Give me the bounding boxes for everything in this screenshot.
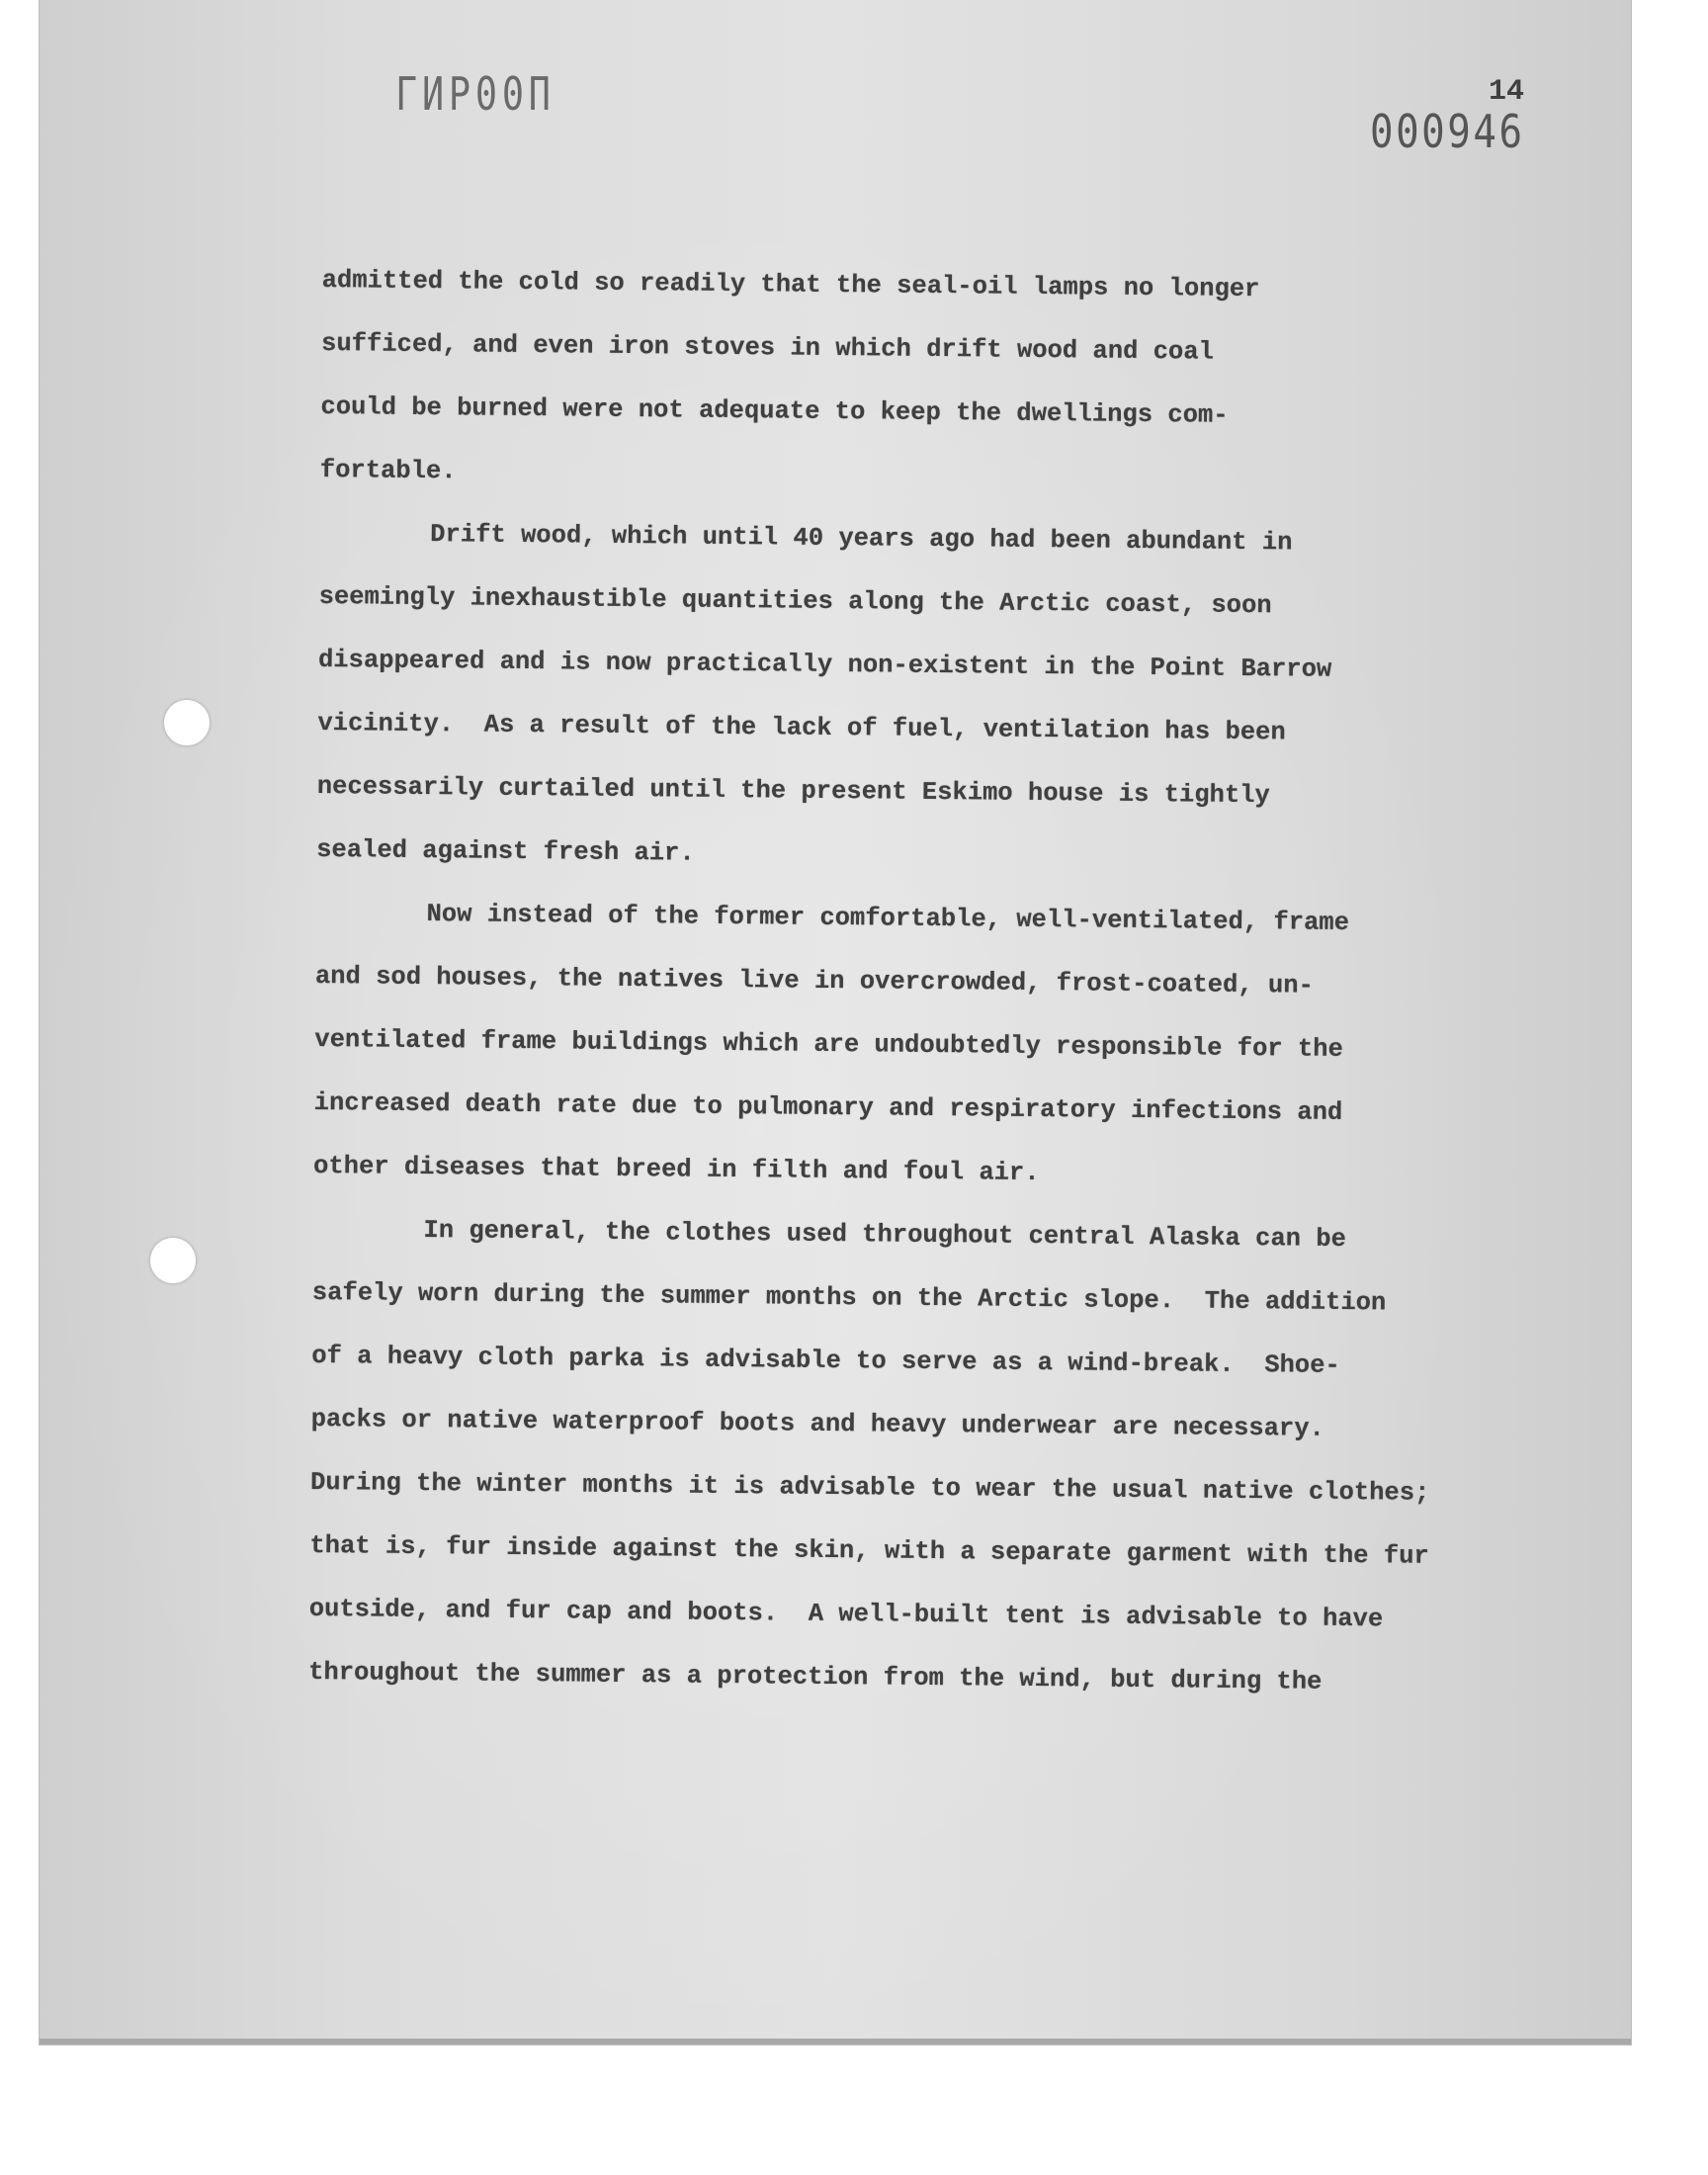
text-line: ventilated frame buildings which are undoubtedly responsible for the	[314, 1024, 1343, 1064]
text-line: fortable.	[319, 455, 457, 486]
text-line: Now instead of the former comfortable, well-ventilated, frame	[426, 900, 1350, 938]
text-line: increased death rate due to pulmonary and respiratory infections and	[313, 1088, 1343, 1127]
archive-stamp-code: ГИР00П	[395, 67, 555, 121]
punch-hole	[150, 1238, 196, 1283]
text-line: that is, fur inside against the skin, with a separate garment with the fur	[309, 1530, 1429, 1571]
text-line: of a heavy cloth parka is advisable to serve as a wind-break. Shoe-	[311, 1341, 1340, 1380]
text-line: packs or native waterproof boots and heavy underwear are necessary.	[310, 1404, 1325, 1443]
text-line: safely worn during the summer months on the Arctic slope. The addition	[311, 1277, 1387, 1318]
text-line: and sod houses, the natives live in overcrowded, frost-coated, un-	[314, 961, 1315, 1000]
paragraph-3	[313, 882, 1562, 1210]
text-line: sufficed, and even iron stoves in which drift wood and coal	[320, 328, 1215, 367]
paragraph-1	[320, 249, 1568, 514]
text-line: vicinity. As a result of the lack of fuel, ventilation has been	[317, 708, 1286, 747]
text-line: throughout the summer as a protection from the wind, but during the	[308, 1657, 1323, 1696]
document-body	[308, 249, 1568, 1716]
text-line: necessarily curtailed until the present Eskimo house is tightly	[316, 771, 1270, 811]
paragraph-4	[308, 1198, 1559, 1716]
text-line: admitted the cold so readily that the seal-oil lamps no longer	[321, 265, 1260, 304]
text-line: sealed against fresh air.	[316, 834, 695, 868]
page-number: 14	[1489, 75, 1525, 109]
text-line: disappeared and is now practically non-existent in the Point Barrow	[317, 645, 1332, 684]
paragraph-2	[316, 502, 1566, 894]
text-line: seemingly inexhaustible quantities along the Arctic coast, soon	[318, 581, 1272, 621]
text-line: In general, the clothes used throughout central Alaska can be	[423, 1216, 1347, 1254]
punch-hole	[164, 700, 210, 745]
text-line: Drift wood, which until 40 years ago had been abundant in	[430, 520, 1293, 558]
text-line: other diseases that breed in filth and foul air.	[312, 1151, 1040, 1188]
document-number: 000946	[1370, 105, 1525, 158]
text-line: During the winter months it is advisable to wear the usual native clothes;	[309, 1467, 1430, 1508]
text-line: could be burned were not adequate to keep the dwellings com-	[320, 392, 1229, 430]
scanned-page	[40, 0, 1631, 2044]
text-line: outside, and fur cap and boots. A well-built tent is advisable to have	[308, 1594, 1384, 1634]
